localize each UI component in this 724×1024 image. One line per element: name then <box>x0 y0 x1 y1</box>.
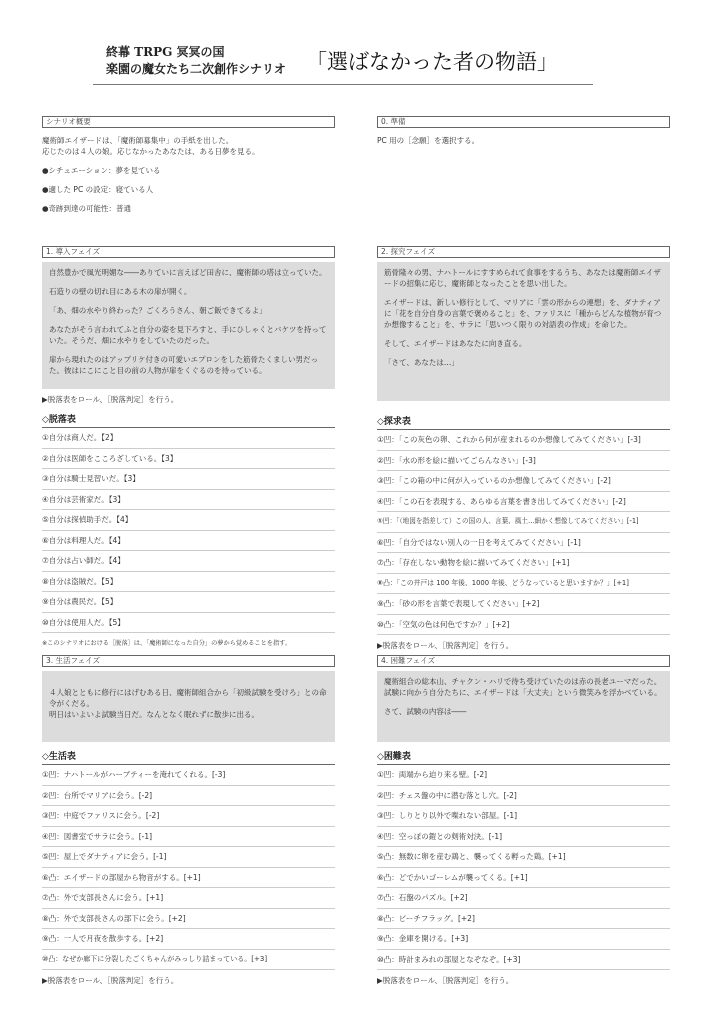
overview-section <box>42 116 335 222</box>
table-row: ⑦凸：外で支部長さんに会う。[+1] <box>42 888 335 909</box>
life-action: ▶脱落表をロール、［脱落判定］を行う。 <box>42 976 179 985</box>
table-row: ⑥凹：「自分ではない別人の一日を考えてみてください」[-1] <box>377 533 670 554</box>
life-phase-section <box>42 655 335 986</box>
table-row: ③自分は騎士見習いだ。【3】 <box>42 469 335 490</box>
life-table <box>42 765 335 970</box>
table-row: ⑦凸：「存在しない動物を絵に描いてみてください」[+1] <box>377 553 670 574</box>
intro-phase-box <box>42 262 335 389</box>
explore-paragraph: 筋骨隆々の男、ナハトールにすすめられて食事をするうち、あなたは魔術師エイザードの招集に応じ、魔術師となったことを思い出した。 <box>384 268 661 288</box>
table-row: ⑥凸：エイザードの部屋から物音がする。[+1] <box>42 868 335 889</box>
table-row: ⑧凸：外で支部長さんの部下に会う。[+2] <box>42 909 335 930</box>
life-paragraph: ４人娘とともに修行にはげむある日、魔術師組合から「初級試験を受けろ」との命令がくだる。 明日はいよいよ試験当日だ。なんとなく眠れずに散歩に出る。 <box>49 688 327 719</box>
life-phase-box <box>42 671 335 742</box>
scenario-title: 「選ばなかった者の物語」 <box>306 50 558 74</box>
table-row: ⑧凸：「この井戸は 100 年後、1000 年後、どうなっていると思いますか？」[+1] <box>377 574 670 595</box>
explore-phase-heading: 2. 探究フェイズ <box>377 246 670 258</box>
table-row: ①自分は商人だ。【2】 <box>42 428 335 449</box>
table-row: ⑨凸：「砂の形を言葉で表現してください」[+2] <box>377 594 670 615</box>
table-row: ⑩凸：「空気の色は何色ですか？」[+2] <box>377 615 670 636</box>
trouble-phase-heading: 4. 困難フェイズ <box>377 655 670 667</box>
overview-pc-setting: ●適した PC の設定：寝ている人 <box>42 185 154 194</box>
intro-action: ▶脱落表をロール、［脱落判定］を行う。 <box>42 395 179 404</box>
table-row: ⑦凸：石盤のパズル。[+2] <box>377 888 670 909</box>
overview-intro: 魔術師エイザードは、「魔術師募集中」の手紙を出した。 応じたのは４人の娘。応じなかったあなたは、ある日夢を見る。 <box>42 136 260 156</box>
explore-paragraph: エイザードは、新しい修行として、マリアに「雲の形からの連想」を、ダナティアに「花を自分自身の言葉で褒めること」を、ファリスに「種からどんな植物が育つか想像すること」を、サラに「思いつく限りの対語表の作成」を命じた。 <box>384 298 662 329</box>
table-row: ⑩凸：時計まみれの部屋となぞなぞ。[+3] <box>377 950 670 971</box>
trouble-phase-box <box>377 671 670 742</box>
intro-phase-section <box>42 246 335 649</box>
table-row: ⑨凸：金庫を開ける。[+3] <box>377 929 670 950</box>
table-row: ②凹：「水の形を絵に描いてごらんなさい」[-3] <box>377 451 670 472</box>
explore-table-title: ◇探求表 <box>377 417 670 430</box>
table-row: ⑩凸：なぜか廊下に分裂したごくちゃんがみっしり詰まっている。[+3] <box>42 950 335 971</box>
table-row: ②自分は医師をこころざしている。【3】 <box>42 449 335 470</box>
trouble-phase-section <box>377 655 670 986</box>
dropout-note: ※このシナリオにおける［脱落］は、「魔術師になった自分」の夢から覚めることを指す。 <box>42 640 292 647</box>
table-row: ③凹：中庭でファリスに会う。[-2] <box>42 806 335 827</box>
dropout-table-title: ◇脱落表 <box>42 415 335 428</box>
intro-paragraph: 石造りの壁の切れ目にある木の扉が開く。 <box>49 287 192 296</box>
table-row: ⑩自分は使用人だ。【5】 <box>42 613 335 634</box>
header-subtitle-2: 楽園の魔女たち二次創作シナリオ <box>106 62 286 76</box>
dropout-table <box>42 428 335 633</box>
explore-action: ▶脱落表をロール、［脱落判定］を行う。 <box>377 641 514 650</box>
intro-paragraph: 扉から現れたのはアップリケ付きの可愛いエプロンをした筋骨たくましい男だった。彼はにこにこと目の前の人物が扉をくぐるのを待っている。 <box>49 355 319 375</box>
overview-situation: ●シチュエーション：夢を見ている <box>42 166 161 175</box>
life-phase-heading: 3. 生活フェイズ <box>42 655 335 667</box>
header-subtitle-1: 終幕 TRPG 冥冥の国 <box>106 45 225 59</box>
explore-paragraph: 「さて、あなたは…」 <box>384 358 459 367</box>
table-row: ④自分は芸術家だ。【3】 <box>42 490 335 511</box>
table-row: ⑤自分は探偵助手だ。【4】 <box>42 510 335 531</box>
page-header <box>93 40 593 85</box>
table-row: ⑥凸：どでかいゴーレムが襲ってくる。[+1] <box>377 868 670 889</box>
prep-heading: 0. 準備 <box>377 116 670 128</box>
life-table-title: ◇生活表 <box>42 752 335 765</box>
table-row: ④凹：図書室でサラに会う。[-1] <box>42 827 335 848</box>
table-row: ⑤凸：無数に卵を産む鶏と、襲ってくる孵った鶏。[+1] <box>377 847 670 868</box>
trouble-action: ▶脱落表をロール、［脱落判定］を行う。 <box>377 976 514 985</box>
overview-heading: シナリオ概要 <box>42 116 335 128</box>
explore-phase-box <box>377 262 670 401</box>
prep-section <box>377 116 670 154</box>
table-row: ⑥自分は料理人だ。【4】 <box>42 531 335 552</box>
trouble-table-title: ◇困難表 <box>377 752 670 765</box>
table-row: ②凹：台所でマリアに会う。[-2] <box>42 786 335 807</box>
table-row: ⑨自分は農民だ。【5】 <box>42 592 335 613</box>
intro-paragraph: あなたがそう言われてふと自分の姿を見下ろすと、手にひしゃくとバケツを持っていた。そうだ、畑に水やりをしていたのだった。 <box>49 325 327 345</box>
explore-phase-section <box>377 246 670 651</box>
table-row: ⑧自分は盗賊だ。【5】 <box>42 572 335 593</box>
table-row: ⑨凸：一人で月夜を散歩する。[+2] <box>42 929 335 950</box>
table-row: ⑧凸：ビーチフラッグ。[+2] <box>377 909 670 930</box>
trouble-paragraph: さて、試験の内容は―― <box>384 707 467 716</box>
trouble-paragraph: 魔術組合の総本山、チャクン・ハリで待ち受けていたのは赤の長老ユーマだった。試験に向かう自分たちに、エイザードは「大丈夫」という微笑みを浮かべている。 <box>384 677 662 697</box>
explore-paragraph: そして、エイザードはあなたに向き直る。 <box>384 339 527 348</box>
intro-paragraph: 「あ、畑の水やり終わった？ごくろうさん、朝ご飯できてるよ」 <box>49 306 267 315</box>
explore-table <box>377 430 670 635</box>
table-row: ⑦自分は占い師だ。【4】 <box>42 551 335 572</box>
table-row: ④凹：「この石を表現する、あらゆる言葉を書き出してみてください」[-2] <box>377 492 670 513</box>
table-row: ④凹：空っぽの鎧との剣術対決。[-1] <box>377 827 670 848</box>
table-row: ③凹：しりとり以外で喋れない部屋。[-1] <box>377 806 670 827</box>
table-row: ①凹：「この灰色の卵、これから何が産まれるのか想像してみてください」[-3] <box>377 430 670 451</box>
table-row: ⑤凹：屋上でダナティアに会う。[-1] <box>42 847 335 868</box>
overview-miracle: ●奇跡到達の可能性：普通 <box>42 204 132 213</box>
table-row: ①凹：両端から迫り来る壁。[-2] <box>377 765 670 786</box>
trouble-table <box>377 765 670 970</box>
intro-phase-heading: 1. 導入フェイズ <box>42 246 335 258</box>
table-row: ⑤凹：「（地図を指差して）この国の人、言葉、風土…細かく想像してみてください」[-1] <box>377 512 670 533</box>
table-row: ①凹：ナハトールがハーブティーを淹れてくれる。[-3] <box>42 765 335 786</box>
prep-text: PC 用の［念願］を選択する。 <box>377 136 480 145</box>
table-row: ③凹：「この箱の中に何が入っているのか想像してみてください」[-2] <box>377 471 670 492</box>
intro-paragraph: 自然豊かで風光明媚な――ありていに言えばど田舎に、魔術師の塔は立っていた。 <box>49 268 327 277</box>
table-row: ②凹：チェス盤の中に潜む落とし穴。[-2] <box>377 786 670 807</box>
